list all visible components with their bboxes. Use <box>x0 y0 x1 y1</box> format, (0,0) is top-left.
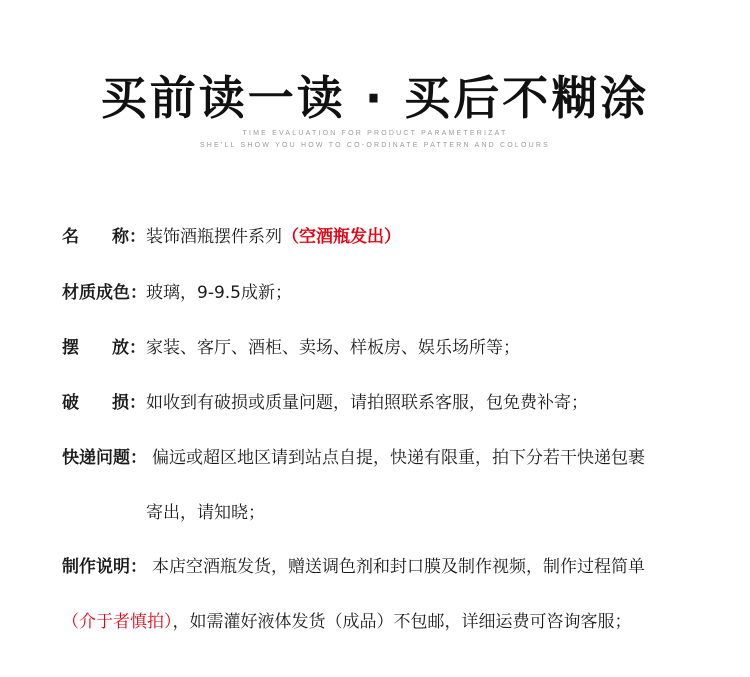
row-placement-text: 家装、客厅、酒柜、卖场、样板房、娱乐场所等； <box>146 338 520 358</box>
row-material-label: 材质成色： <box>62 283 147 303</box>
row-material-text: 玻璃，9-9.5成新； <box>146 283 292 303</box>
instructions-warning: （介于者慎拍） <box>62 612 173 632</box>
row-name-label: 名 称： <box>62 227 146 247</box>
subtitle-line-2: SHE'LL SHOW YOU HOW TO CO-ORDINATE PATTERN AND COLOURS <box>199 142 551 149</box>
page-title: 买前读一读 · 买后不糊涂 <box>100 71 650 125</box>
row-instructions-text: 本店空酒瓶发货，赠送调色剂和封口膜及制作视频，制作过程简单 <box>152 557 645 577</box>
row-placement <box>62 337 520 359</box>
row-instructions <box>62 556 645 578</box>
row-name-highlight: （空酒瓶发出） <box>282 227 401 247</box>
row-damage <box>62 392 588 414</box>
row-placement-label: 摆 放： <box>62 338 146 358</box>
subtitle-line-1: TIME EVALUATION FOR PRODUCT PARAMETERIZAT <box>242 130 508 137</box>
row-delivery-continued: 寄出，请知晓； <box>146 503 265 523</box>
row-damage-text: 如收到有破损或质量问题，请拍照联系客服，包免费补寄； <box>146 393 588 413</box>
row-name-text: 装饰酒瓶摆件系列 <box>146 227 282 247</box>
instructions-continued-text: ，如需灌好液体发货（成品）不包邮，详细运费可咨询客服； <box>172 612 632 632</box>
row-damage-label: 破 损： <box>62 393 146 413</box>
row-material <box>62 282 292 304</box>
row-delivery-label: 快递问题： <box>62 448 147 468</box>
row-instructions-continued <box>62 611 632 633</box>
row-name <box>62 226 401 248</box>
row-delivery-text: 偏远或超区地区请到站点自提，快递有限重，拍下分若干快递包裹 <box>152 448 645 468</box>
row-delivery <box>62 447 645 469</box>
row-instructions-label: 制作说明： <box>62 557 147 577</box>
